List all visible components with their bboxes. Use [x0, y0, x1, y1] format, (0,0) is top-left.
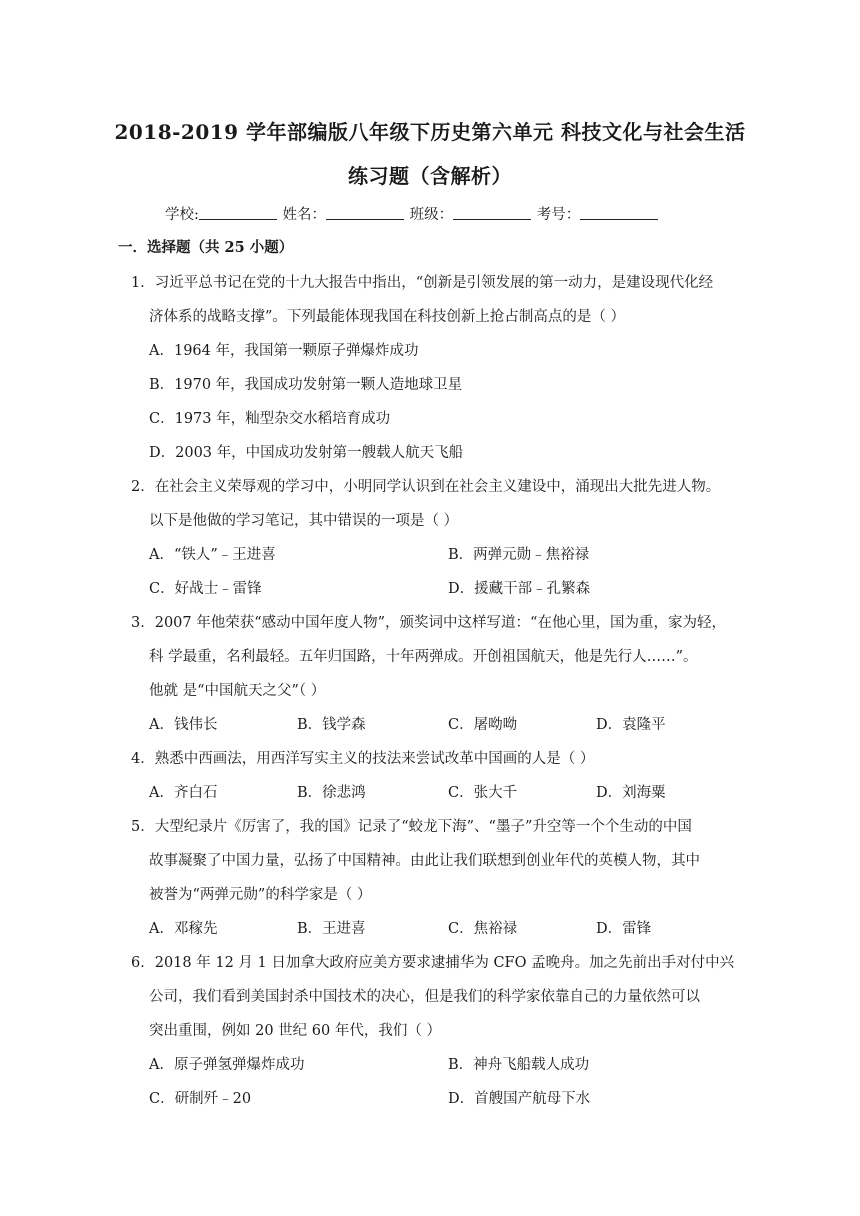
q1-line1: 1．习近平总书记在党的十九大报告中指出，“创新是引领发展的第一动力，是建设现代化经 — [131, 275, 714, 291]
q4-line1: 4．熟悉中西画法，用西洋写实主义的技法来尝试改革中国画的人是（ ） — [131, 751, 595, 767]
q6-option-a: A．原子弹氢弹爆炸成功 — [149, 1057, 305, 1073]
q5-option-d: D．雷锋 — [596, 921, 652, 937]
q2-line1: 2．在社会主义荣辱观的学习中，小明同学认识到在社会主义建设中，涌现出大批先进人物。 — [131, 479, 721, 495]
school-blank — [199, 205, 277, 220]
exam-no-label: 考号： — [536, 207, 581, 223]
q6-line1: 6．2018 年 12 月 1 日加拿大政府应美方要求逮捕华为 CFO 孟晚舟。加之先前出手对付中兴 — [131, 955, 735, 971]
q4-option-d: D．刘海粟 — [596, 785, 666, 801]
q2-option-d: D．援藏干部﹣孔繁森 — [448, 581, 591, 597]
q2-option-b: B．两弹元勋﹣焦裕禄 — [448, 547, 590, 563]
q1-option-b: B．1970 年，我国成功发射第一颗人造地球卫星 — [149, 377, 463, 393]
section-title: 一．选择题（共 25 小题） — [118, 239, 294, 256]
q6-line3: 突出重围，例如 20 世纪 60 年代，我们（ ） — [149, 1023, 441, 1039]
q5-line1: 5．大型纪录片《厉害了，我的国》记录了“蛟龙下海”、“墨子”升空等一个个生动的中国 — [131, 819, 692, 835]
q5-option-c: C．焦裕禄 — [448, 921, 518, 937]
q2-option-a: A．“铁人”﹣王进喜 — [149, 547, 276, 563]
q6-option-b: B．神舟飞船载人成功 — [448, 1057, 590, 1073]
name-label: 姓名： — [282, 207, 326, 223]
name-blank — [326, 205, 404, 220]
q4-option-b: B．徐悲鸿 — [297, 785, 366, 801]
q3-line1: 3．2007 年他荣获“感动中国年度人物”，颁奖词中这样写道：“在他心里，国为重，家为轻， — [131, 615, 726, 631]
q3-line2: 科 学最重，名利最轻。五年归国路，十年两弹成。开创祖国航天，他是先行人……”。 — [149, 649, 698, 665]
q5-option-b: B．王进喜 — [297, 921, 366, 937]
q1-option-d: D．2003 年，中国成功发射第一艘载人航天飞船 — [149, 445, 464, 461]
q2-line2: 以下是他做的学习笔记，其中错误的一项是（ ） — [149, 513, 459, 529]
document-title-line2: 练习题（含解析） — [348, 164, 512, 188]
q6-option-c: C．研制歼﹣20 — [149, 1091, 252, 1107]
exam-no-blank — [580, 205, 658, 220]
q3-option-b: B．钱学森 — [297, 717, 366, 733]
q1-line2: 济体系的战略支撑”。下列最能体现我国在科技创新上抢占制高点的是（ ） — [149, 309, 626, 325]
q2-option-c: C．好战士﹣雷锋 — [149, 581, 262, 597]
class-blank — [453, 205, 531, 220]
q1-option-c: C．1973 年，籼型杂交水稻培育成功 — [149, 411, 391, 427]
q1-option-a: A．1964 年，我国第一颗原子弹爆炸成功 — [149, 343, 419, 359]
student-info-row — [165, 203, 659, 224]
q3-option-a: A．钱伟长 — [149, 717, 218, 733]
q5-option-a: A．邓稼先 — [149, 921, 218, 937]
q6-option-d: D．首艘国产航母下水 — [448, 1091, 591, 1107]
q3-option-d: D．袁隆平 — [596, 717, 666, 733]
q5-line3: 被誉为“两弹元勋”的科学家是（ ） — [149, 887, 372, 903]
q3-line3: 他就 是“中国航天之父”（ ） — [149, 683, 326, 699]
q5-line2: 故事凝聚了中国力量，弘扬了中国精神。由此让我们联想到创业年代的英模人物，其中 — [149, 853, 700, 869]
school-label: 学校: — [165, 207, 199, 223]
q3-option-c: C．屠呦呦 — [448, 717, 518, 733]
class-label: 班级： — [409, 207, 454, 223]
document-title-line1: 2018-2019 学年部编版八年级下历史第六单元 科技文化与社会生活 — [114, 120, 746, 144]
q6-line2: 公司，我们看到美国封杀中国技术的决心，但是我们的科学家依靠自己的力量依然可以 — [149, 989, 700, 1005]
q4-option-a: A．齐白石 — [149, 785, 218, 801]
q4-option-c: C．张大千 — [448, 785, 518, 801]
